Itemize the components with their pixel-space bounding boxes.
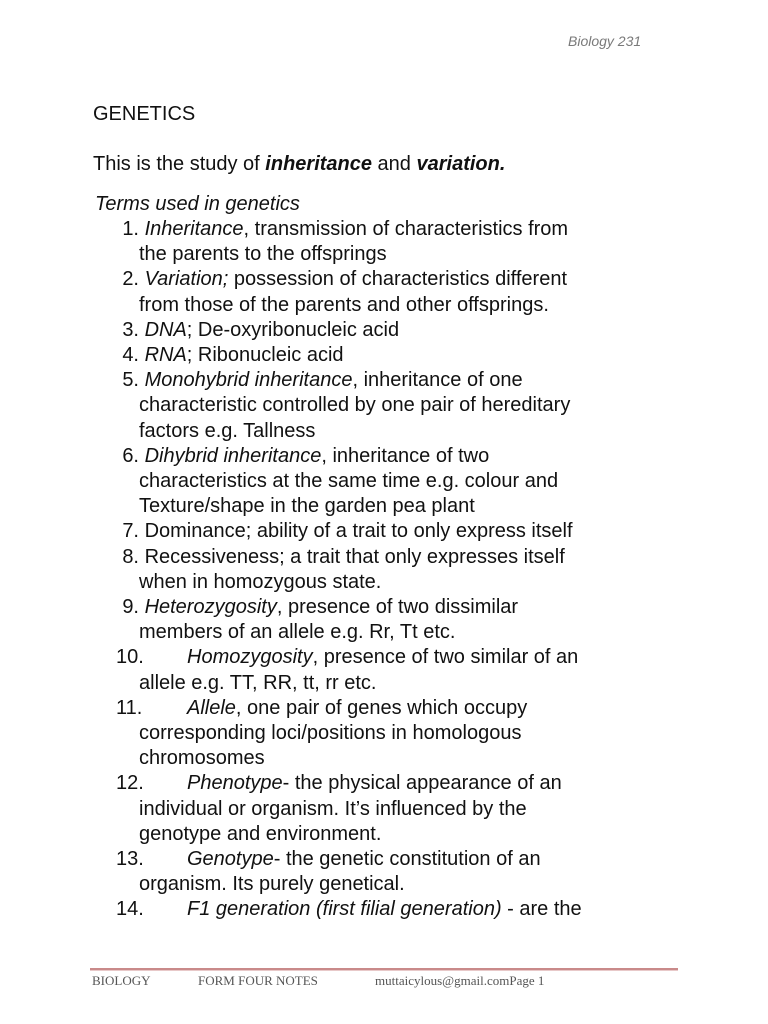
term-name: RNA [144,344,187,367]
term-name: F1 generation (first filial generation) [187,898,502,921]
term-name: Phenotype [187,772,283,795]
term-definition: ; De-oxyribonucleic acid [186,318,400,341]
term-item [108,545,668,595]
term-first-line [108,368,668,393]
page-title: GENETICS [93,103,196,125]
term-name: Homozygosity [187,646,313,669]
term-definition: ; Ribonucleic acid [186,344,344,367]
intro-sentence [93,153,505,176]
term-number: 2. [122,268,139,291]
term-item [108,444,668,520]
term-name: Monohybrid inheritance [144,369,353,392]
term-number: 3. [122,318,139,341]
intro-joiner: and [372,153,417,175]
term-first-line [108,519,668,544]
term-first-line [108,696,668,721]
term-number: 12. [116,772,144,795]
term-definition-continued: corresponding loci/positions in homologous [139,722,522,745]
section-heading: Terms used in genetics [95,193,300,215]
term-definition: Recessiveness; a trait that only expresses itself [144,545,565,568]
term-number: 1. [122,218,139,240]
term-number: 4. [122,344,139,367]
term-number: 8. [122,545,139,568]
footer-subject: BIOLOGY [92,973,151,988]
term-item [108,897,668,922]
course-header: Biology 231 [568,33,642,49]
term-first-line [108,771,668,796]
term-first-line [108,595,668,620]
term-definition: , inheritance of one [352,369,523,392]
term-item [108,267,668,317]
term-name: Dihybrid inheritance [144,444,322,467]
footer-level: FORM FOUR NOTES [198,973,318,988]
term-first-line [108,645,668,670]
term-name: DNA [144,318,187,341]
term-definition-continued: allele e.g. TT, RR, tt, rr etc. [139,671,377,694]
term-first-line [108,444,668,469]
term-number: 6. [122,444,139,467]
term-item [108,318,668,343]
term-number: 11. [116,696,143,719]
term-definition: , inheritance of two [321,444,490,467]
term-definition-continued: from those of the parents and other offsprings. [139,293,549,316]
term-name: Inheritance [144,218,244,240]
term-number: 10. [116,646,144,669]
term-definition: , one pair of genes which occupy [235,696,528,719]
terms-list [108,217,668,923]
term-definition-continued: organism. Its purely genetical. [139,873,405,896]
term-definition: Dominance; ability of a trait to only express itself [144,520,573,543]
term-first-line [108,847,668,872]
term-definition-continued: members of an allele e.g. Rr, Tt etc. [139,621,456,644]
term-item [108,519,668,544]
term-number: 5. [122,369,139,392]
intro-prefix: This is the study of [93,153,266,175]
term-item [108,645,668,695]
term-definition-continued: chromosomes [139,747,265,770]
term-definition-continued: characteristics at the same time e.g. colour and [139,470,559,493]
term-definition: , transmission of characteristics from [243,218,569,240]
term-number: 9. [122,596,139,619]
term-first-line [108,318,668,343]
term-definition-continued: characteristic controlled by one pair of hereditary [139,394,571,417]
term-definition-continued: genotype and environment. [139,822,382,845]
term-definition-continued: when in homozygous state. [139,570,382,593]
term-item [108,595,668,645]
term-first-line [108,217,668,242]
term-item [108,771,668,847]
term-first-line [108,545,668,570]
term-first-line [108,267,668,292]
term-name: Heterozygosity [144,596,277,619]
term-item [108,343,668,368]
term-definition: , presence of two similar of an [312,646,579,669]
term-definition-continued: Texture/shape in the garden pea plant [139,495,475,518]
term-name: Variation; [144,268,229,291]
term-definition: possession of characteristics different [228,268,567,291]
intro-term-inheritance: inheritance [265,153,372,175]
footer-divider [90,968,678,971]
term-definition: - the physical appearance of an [282,772,562,795]
term-first-line [108,343,668,368]
term-first-line [108,897,668,922]
footer-email-page: muttaicylous@gmail.comPage 1 [375,973,545,988]
intro-term-variation: variation. [416,153,506,175]
term-item [108,696,668,772]
term-definition-continued: factors e.g. Tallness [139,419,316,442]
term-definition-continued: the parents to the offsprings [139,243,387,266]
term-definition-continued: individual or organism. It’s influenced by the [139,797,527,820]
term-item [108,368,668,444]
term-name: Allele [187,696,236,719]
term-number: 7. [122,520,139,543]
term-name: Genotype [187,848,274,871]
term-definition: , presence of two dissimilar [276,596,519,619]
term-item [108,217,668,267]
term-definition: - are the [501,898,582,921]
term-definition: - the genetic constitution of an [273,848,541,871]
term-number: 13. [116,848,144,871]
term-item [108,847,668,897]
term-number: 14. [116,898,144,921]
